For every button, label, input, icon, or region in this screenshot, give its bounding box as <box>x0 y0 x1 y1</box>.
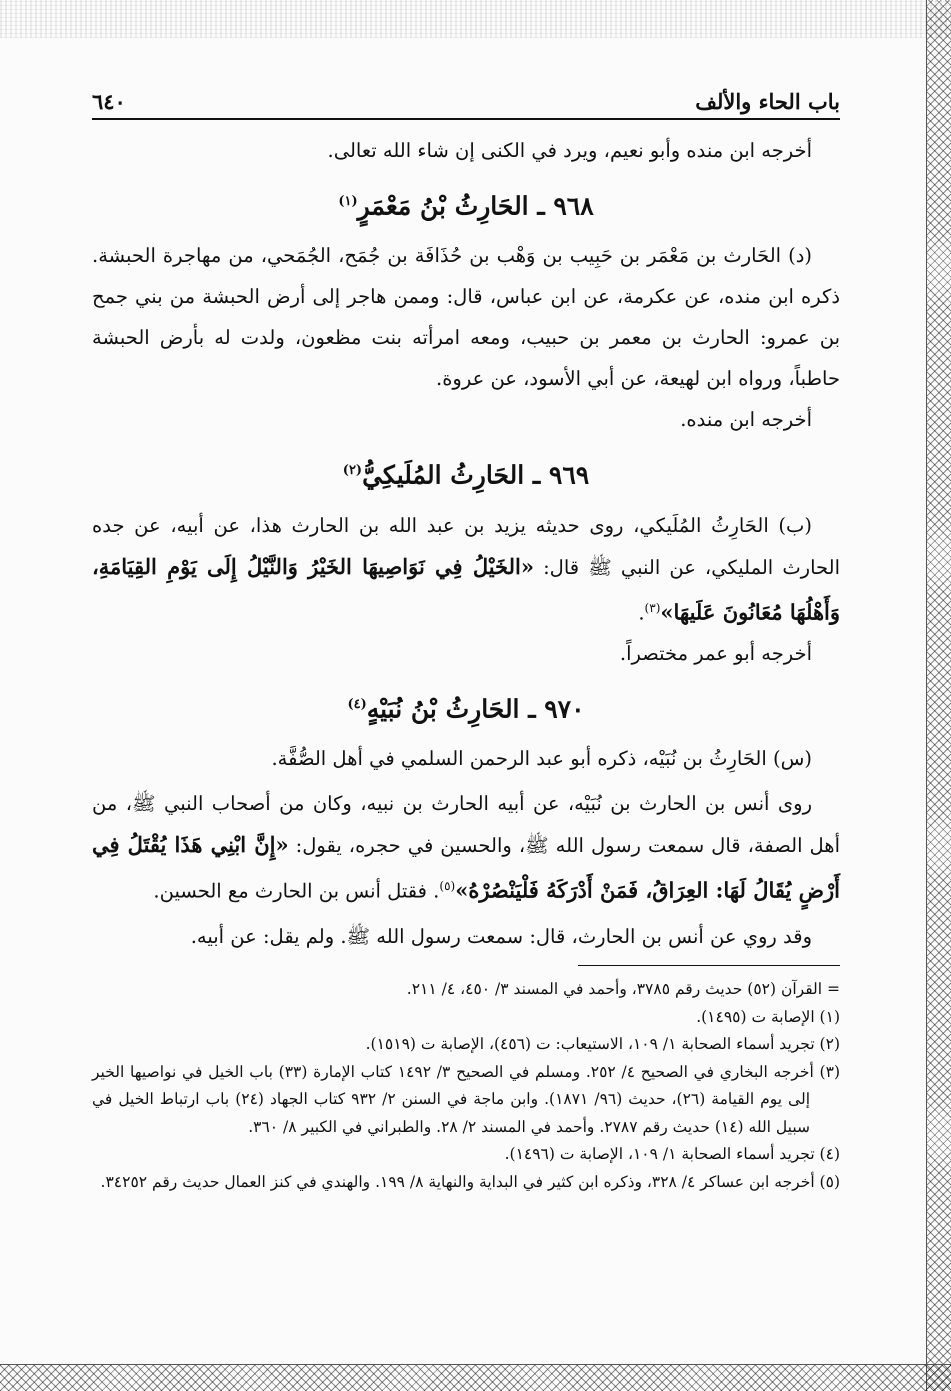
entry-title-969 <box>92 442 840 504</box>
entry-text: (ب) الحَارِثُ المُلَيكي، روى حديثه يزيد بن عبد الله بن الحارث هذا، عن أبيه، عن جده الحارث المليكي، عن النبي ﷺ قال: <box>92 513 840 579</box>
entry-text-end: . <box>638 601 645 625</box>
entry-title-text: ٩٧٠ ـ الحَارِثُ بْنُ نُبَيْهٍ <box>366 694 585 724</box>
footnote-item: (١) الإصابة ت (١٤٩٥). <box>696 1007 840 1026</box>
decorative-bottom-border <box>0 1364 951 1391</box>
footnote-item: (٤) تجريد أسماء الصحابة ١/ ١٠٩، الإصابة ت (١٤٩٦). <box>504 1145 840 1163</box>
hadith-quote: «إِنَّ ابْنِي هَذَا يُقْتَلُ فِي أَرْضٍ يُقَالُ لَهَا: العِرَاقُ، فَمَنْ أَدْرَكَهُ فَلْيَنْصُرْهُ» <box>92 832 840 903</box>
entry-paragraph <box>92 505 840 634</box>
entry-title-968 <box>92 173 840 235</box>
hadith-quote: «الخَيْلُ فِي نَوَاصِيهَا الخَيْرُ وَالنَّيْلُ إِلَى يَوْمِ القِيَامَةِ، وَأَهْلُهَا مُعَانُونَ عَلَيهَا» <box>92 553 840 625</box>
entry-text-end: . فقتل أنس بن الحارث مع الحسين. <box>153 879 440 903</box>
footnote-mark: (٤) <box>347 697 367 713</box>
footnote-item: (٥) أخرجه ابن عساكر ٤/ ٣٢٨، وذكره ابن كثير في البداية والنهاية ٨/ ١٩٩. والهندي في كنز العمال حديث رقم ٣٤٢٥٢. <box>100 1172 840 1191</box>
running-header <box>92 80 840 120</box>
entry-closing: أخرجه أبو عمر مختصراً. <box>619 642 812 666</box>
footnote-mark: (١) <box>338 194 358 209</box>
entry-text: روى أنس بن الحارث بن نُبَيْه، عن أبيه الحارث بن نبيه، وكان من أصحاب النبي ﷺ، من أهل الصفة، قال سمعت رسول الله ﷺ، والحسين في حجره، يقول: <box>92 792 841 858</box>
entry-title-text: ٩٦٨ ـ الحَارِثُ بْنُ مَعْمَرٍ <box>357 191 594 221</box>
footnote-item: = القرآن (٥٢) حديث رقم ٣٧٨٥، وأحمد في المسند ٣/ ٤٥٠، ٤/ ٢١١. <box>406 980 840 998</box>
footnote-mark: (٥) <box>439 879 456 894</box>
page-number: ٦٤٠ <box>92 89 126 114</box>
footnotes <box>92 965 840 1196</box>
page-content <box>92 80 840 957</box>
entry-title-970 <box>92 676 840 738</box>
main-text <box>92 130 840 957</box>
entry-paragraph: وقد روي عن أنس بن الحارث، قال: سمعت رسول الله ﷺ. ولم يقل: عن أبيه. <box>190 924 812 948</box>
footnote-item: (٣) أخرجه البخاري في الصحيح ٤/ ٢٥٢. ومسلم في الصحيح ٣/ ١٤٩٢ كتاب الإمارة (٣٣) باب الخيل في نواصيها الخير إلى يوم القيامة (٢٦)، حديث (٩٦/ ١٨٧١). وابن ماجة في السنن ٢/ ٩٣٢ كتاب الجهاد (٢٤) باب ارتباط الخيل في سبيل الله (١٤) حديث رقم ٢٧٨٧. وأحمد في المسند ٢/ ٢٨. والطبراني في الكبير ٨/ ٣٦٠. <box>92 1062 840 1136</box>
footnote-mark: (٢) <box>342 463 363 479</box>
footnote-divider <box>578 965 840 966</box>
entry-paragraph <box>92 783 840 912</box>
footnote-item: (٢) تجريد أسماء الصحابة ١/ ١٠٩، الاستيعاب: ت (٤٥٦)، الإصابة ت (١٥١٩). <box>365 1035 840 1053</box>
footnote-mark: (٣) <box>644 600 661 615</box>
section-title: باب الحاء والألف <box>695 89 840 114</box>
entry-title-text: ٩٦٩ ـ الحَارِثُ المُلَيكِيُّ <box>362 460 590 490</box>
entry-paragraph: (د) الحَارث بن مَعْمَر بن حَبِيب بن وَهْب بن حُذَافَة بن جُمَح، الجُمَحي، من مهاجرة الحبشة. ذكره ابن منده، عن عكرمة، عن ابن عباس، قال: وممن هاجر إلى أرض الحبشة من بني جمح بن عمرو: الحارث بن معمر بن حبيب، ومعه امرأته بنت مظعون، ولدت له بأرض الحبشة حاطباً، ورواه ابن لهيعة، عن أبي الأسود، عن عروة. <box>92 244 840 391</box>
scan-top-border <box>0 0 951 38</box>
entry-closing: أخرجه ابن منده. <box>680 408 812 432</box>
intro-line: أخرجه ابن منده وأبو نعيم، ويرد في الكنى إن شاء الله تعالى. <box>327 139 812 162</box>
decorative-right-border <box>926 0 951 1391</box>
entry-paragraph: (س) الحَارِثُ بن نُبَيْه، ذكره أبو عبد الرحمن السلمي في أهل الصُّفَّة. <box>271 747 812 771</box>
